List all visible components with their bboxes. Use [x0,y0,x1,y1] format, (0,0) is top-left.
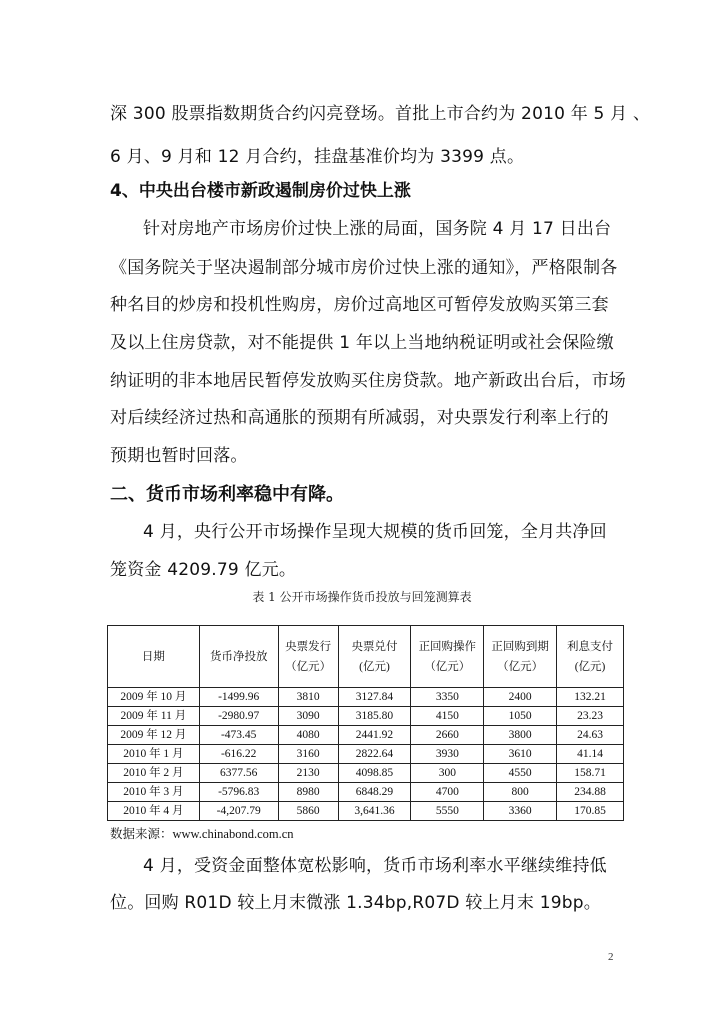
table-row [108,783,624,802]
paragraph-line: 针对房地产市场房价过快上涨的局面，国务院 4 月 17 日出台 [143,219,612,239]
table-cell: 2010 年 4 月 [108,802,200,821]
table-row [108,802,624,821]
paragraph-line: 及以上住房贷款，对不能提供 1 年以上当地纳税证明或社会保险缴 [110,333,614,353]
paragraph-line: 4 月，受资金面整体宽松影响，货币市场利率水平继续维持低 [143,856,607,876]
table-cell: 800 [484,783,557,802]
table-cell: 300 [411,764,484,783]
table-cell: 2009 年 10 月 [108,688,200,707]
column-header: 央票发行 （亿元） [278,626,338,688]
table-cell: 4150 [411,707,484,726]
table-cell: 8980 [278,783,338,802]
paragraph-line: 位。回购 R01D 较上月末微涨 1.34bp,R07D 较上月末 19bp。 [110,893,601,913]
table-cell: 6377.56 [199,764,278,783]
table-cell: 24.63 [557,726,624,745]
table-cell: 3127.84 [338,688,411,707]
table-cell: 2822.64 [338,745,411,764]
table-cell: 2010 年 1 月 [108,745,200,764]
table-cell: -5796.83 [199,783,278,802]
table-cell: 4550 [484,764,557,783]
table-cell: 3160 [278,745,338,764]
section-heading: 二、货币市场利率稳中有降。 [110,484,344,505]
table-cell: 2400 [484,688,557,707]
table-cell: 2009 年 11 月 [108,707,200,726]
table-cell: -616.22 [199,745,278,764]
table-cell: 132.21 [557,688,624,707]
table-cell: 170.85 [557,802,624,821]
table-row [108,688,624,707]
table-cell: 2010 年 3 月 [108,783,200,802]
paragraph-line: 《国务院关于坚决遏制部分城市房价过快上涨的通知》，严格限制各 [110,258,618,278]
table-cell: 3360 [484,802,557,821]
paragraph-line: 对后续经济过热和高通胀的预期有所减弱，对央票发行利率上行的 [110,408,609,428]
paragraph-line: 6 月、9 月和 12 月合约，挂盘基准价均为 3399 点。 [110,147,525,167]
table-row [108,707,624,726]
table-cell: 41.14 [557,745,624,764]
table-cell: -1499.96 [199,688,278,707]
table-cell: -4,207.79 [199,802,278,821]
paragraph-line: 纳证明的非本地居民暂停发放购买住房贷款。地产新政出台后，市场 [110,371,626,391]
table-cell: 5860 [278,802,338,821]
table-cell: 2441.92 [338,726,411,745]
table-cell: 3810 [278,688,338,707]
table-cell: 2009 年 12 月 [108,726,200,745]
column-header: 日期 [108,626,200,688]
paragraph-line: 4 月，央行公开市场操作呈现大规模的货币回笼，全月共净回 [143,522,607,542]
paragraph-line: 笼资金 4209.79 亿元。 [110,560,297,580]
paragraph-line: 种名目的炒房和投机性购房，房价过高地区可暂停发放购买第三套 [110,295,609,315]
table-cell: 3800 [484,726,557,745]
subsection-heading: 4、中央出台楼市新政遏制房价过快上涨 [110,181,411,201]
table-cell: -2980.97 [199,707,278,726]
column-header: 正回购操作 （亿元） [411,626,484,688]
table-row [108,764,624,783]
paragraph-line: 深 300 股票指数期货合约闪亮登场。首批上市合约为 2010 年 5 月 、 [110,104,651,124]
data-table [107,625,624,821]
paragraph-line: 预期也暂时回落。 [110,446,248,466]
table-cell: 3930 [411,745,484,764]
column-header: 利息支付 (亿元) [557,626,624,688]
table-cell: 3610 [484,745,557,764]
table-cell: 4700 [411,783,484,802]
table-cell: 158.71 [557,764,624,783]
table-cell: 5550 [411,802,484,821]
table-cell: 2010 年 2 月 [108,764,200,783]
table-row [108,745,624,764]
table-cell: 6848.29 [338,783,411,802]
column-header: 正回购到期 （亿元） [484,626,557,688]
table-cell: 23.23 [557,707,624,726]
table-row [108,726,624,745]
table-cell: 2130 [278,764,338,783]
table-cell: 2660 [411,726,484,745]
table-source-note: 数据来源：www.chinabond.com.cn [110,827,294,841]
page-number: 2 [608,951,614,963]
table-header-row [108,626,624,688]
table-cell: 234.88 [557,783,624,802]
table-cell: 4098.85 [338,764,411,783]
table-cell: 4080 [278,726,338,745]
table-cell: 3090 [278,707,338,726]
table-cell: 1050 [484,707,557,726]
column-header: 货币净投放 [199,626,278,688]
table-cell: 3350 [411,688,484,707]
table-cell: 3,641.36 [338,802,411,821]
table-caption: 表 1 公开市场操作货币投放与回笼测算表 [252,590,472,604]
column-header: 央票兑付 (亿元) [338,626,411,688]
table-cell: -473.45 [199,726,278,745]
table-cell: 3185.80 [338,707,411,726]
